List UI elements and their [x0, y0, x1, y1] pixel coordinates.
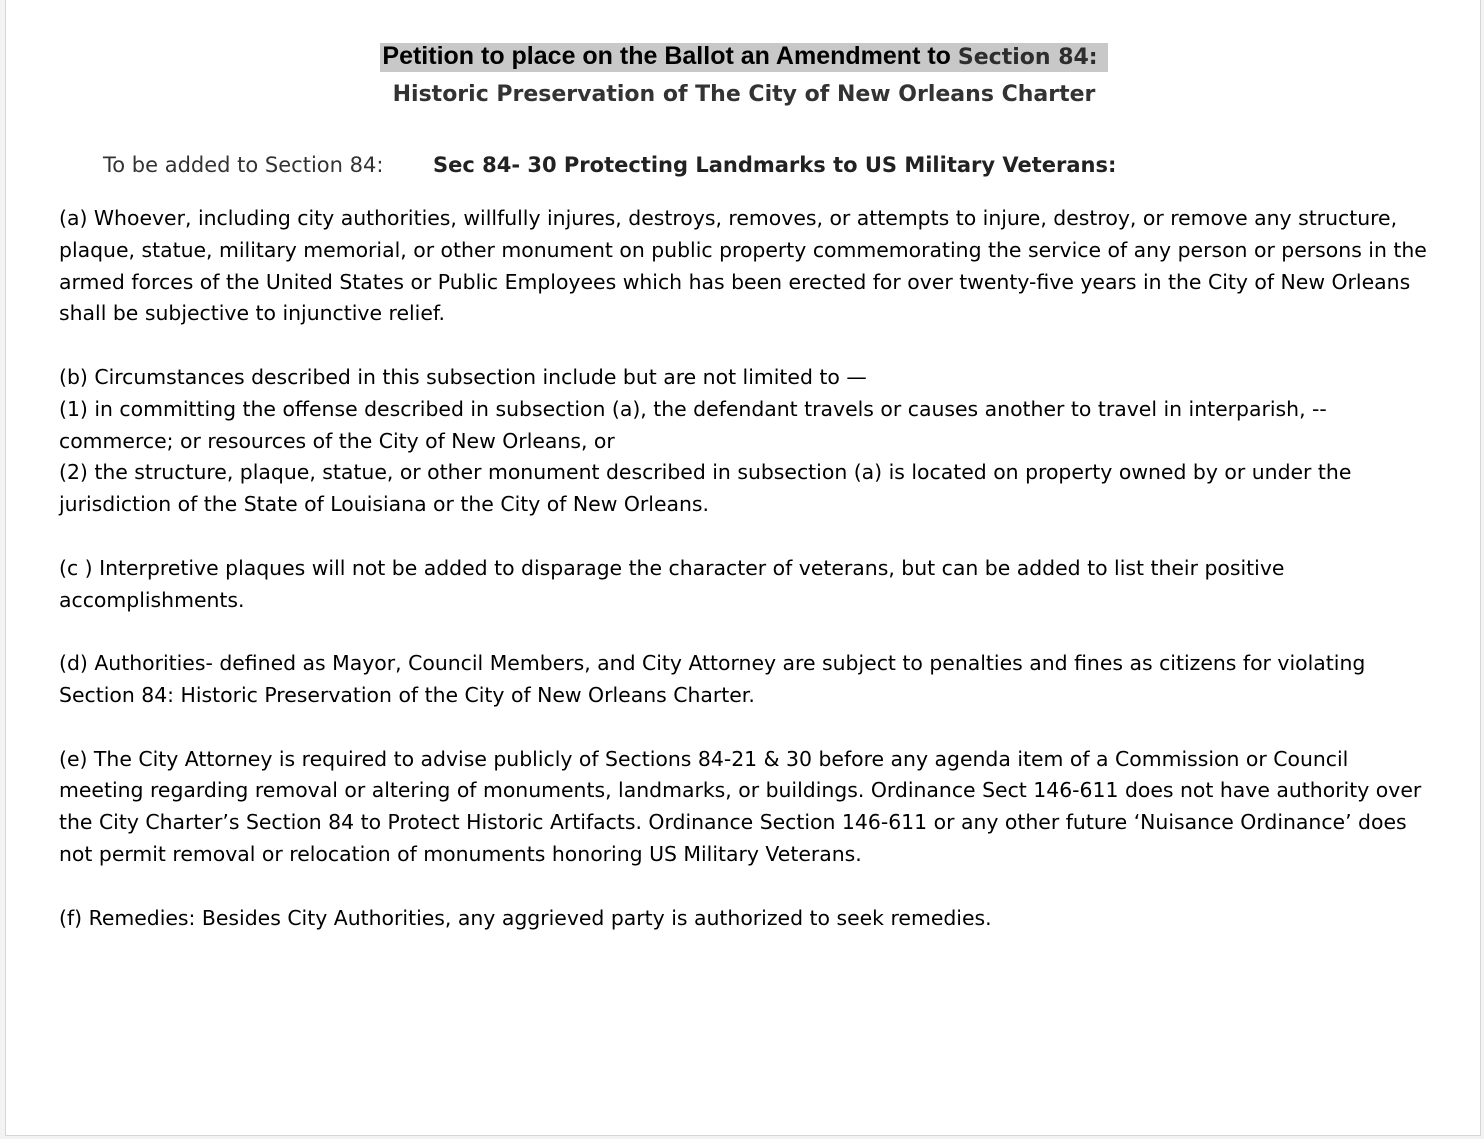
paragraph-e: (e) The City Attorney is required to advise publicly of Sections 84-21 & 30 before any agenda item of a Commission or Council meeting regarding removal or altering of monuments, landmarks, or buildings. Ordinance Sect 146-611 does not have authority over the City Charter’s Section 84 to Protect Historic Artifacts. Ordinance Section 146-611 or any other future ‘Nuisance Ordinance’ does not permit removal or relocation of monuments honoring US Military Veterans.: [59, 746, 1422, 866]
paragraph-b2: (2) the structure, plaque, statue, or other monument described in subsection (a) is located on property owned by or under the jurisdiction of the State of Louisiana or the City of New Orleans.: [59, 460, 1352, 517]
document-title: [6, 41, 1482, 73]
document-page: [5, 0, 1481, 1136]
title-highlight: [380, 43, 1107, 72]
document-subtitle: Historic Preservation of The City of New Orleans Charter: [392, 82, 1096, 107]
title-main: Petition to place on the Ballot an Amendment to: [382, 42, 958, 70]
paragraph-a: (a) Whoever, including city authorities, willfully injures, destroys, removes, or attempts to injure, destroy, or remove any structure, plaque, statue, military memorial, or other monument on public property commemorating the service of any person or persons in the armed forces of the United States or Public Employees which has been erected for over twenty-five years in the City of New Orleans shall be subjective to injunctive relief.: [59, 206, 1427, 326]
added-to-section-line: [103, 150, 1116, 180]
section-heading: Sec 84- 30 Protecting Landmarks to US Military Veterans:: [433, 153, 1117, 177]
paragraph-b1: (1) in committing the offense described in subsection (a), the defendant travels or causes another to travel in interparish, --commerce; or resources of the City of New Orleans, or: [59, 396, 1327, 453]
paragraph-c: (c ) Interpretive plaques will not be added to disparage the character of veterans, but can be added to list their positive accomplishments.: [59, 555, 1285, 612]
added-lead: To be added to Section 84:: [103, 153, 384, 177]
document-body: [59, 203, 1439, 966]
paragraph-f: (f) Remedies: Besides City Authorities, any aggrieved party is authorized to seek remedies.: [59, 905, 992, 930]
paragraph-b: (b) Circumstances described in this subsection include but are not limited to —: [59, 364, 867, 389]
title-section: Section 84:: [957, 45, 1098, 70]
paragraph-d: (d) Authorities- defined as Mayor, Council Members, and City Attorney are subject to penalties and fines as citizens for violating Section 84: Historic Preservation of the City of New Orleans Charter.: [59, 651, 1366, 707]
